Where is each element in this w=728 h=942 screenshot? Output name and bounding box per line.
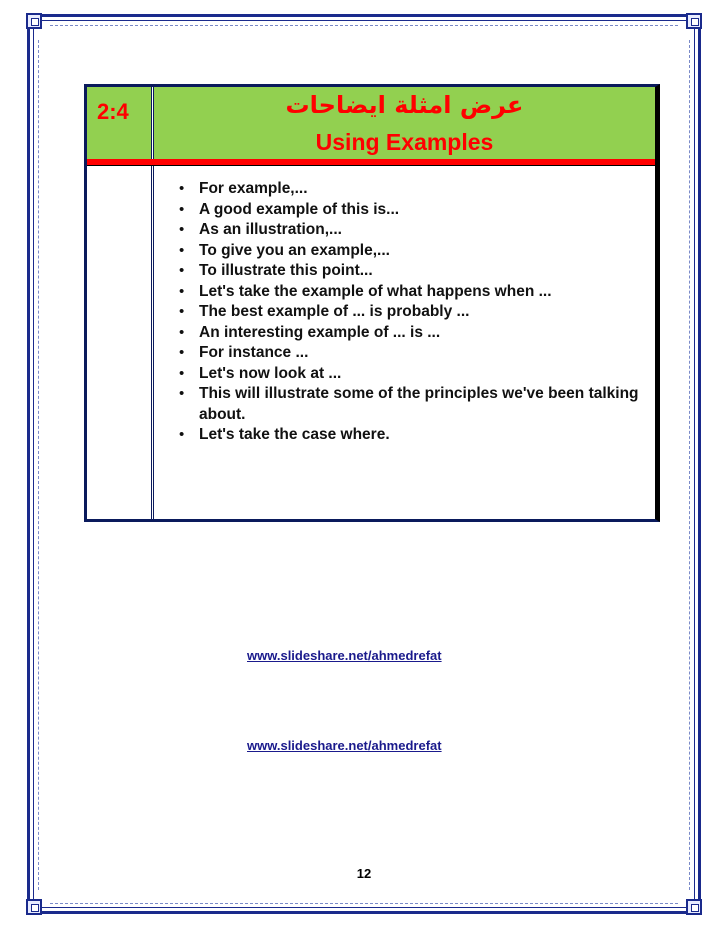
list-item-text: To illustrate this point...	[199, 262, 373, 279]
list-item	[179, 179, 649, 200]
section-title-english: Using Examples	[315, 129, 494, 155]
bullet-icon: •	[179, 364, 185, 382]
page-border-dash-right	[689, 40, 691, 890]
page-border-dash-top	[50, 25, 678, 27]
bullet-icon: •	[179, 282, 185, 300]
bullet-icon: •	[179, 426, 185, 443]
list-item	[179, 241, 649, 262]
section-number-cell	[87, 87, 151, 159]
page-border-dash-bottom	[50, 903, 678, 905]
bullet-icon: •	[179, 385, 185, 402]
list-item-text: This will illustrate some of the principles we've been talking about.	[199, 385, 639, 423]
list-item-text: Let's now look at ...	[199, 364, 342, 382]
list-item	[179, 384, 649, 425]
corner-ornament-icon	[686, 13, 702, 29]
list-item	[179, 220, 649, 241]
bullet-icon: •	[179, 200, 185, 218]
list-item	[179, 200, 649, 221]
list-item	[179, 261, 649, 282]
slideshare-link[interactable]: www.slideshare.net/ahmedrefat	[247, 738, 442, 753]
list-item-text: As an illustration,...	[199, 221, 342, 238]
corner-ornament-icon	[686, 899, 702, 915]
bullet-icon: •	[179, 180, 185, 197]
bullet-icon: •	[179, 303, 185, 320]
list-item	[179, 425, 649, 446]
content-table	[84, 84, 660, 522]
list-item-text: Let's take the example of what happens when ...	[199, 282, 552, 300]
list-item	[179, 364, 649, 385]
section-number: 2:4	[97, 99, 129, 124]
examples-list	[179, 179, 649, 446]
list-item	[179, 343, 649, 364]
section-header	[154, 87, 655, 159]
section-title-arabic: عرض امثلة ايضاحات	[285, 91, 524, 119]
bullet-icon: •	[179, 221, 185, 238]
bullet-icon: •	[179, 344, 185, 361]
list-item-text: The best example of ... is probably ...	[199, 303, 470, 320]
page-number: 12	[356, 866, 372, 881]
list-item	[179, 282, 649, 303]
list-item	[179, 323, 649, 344]
bullet-icon: •	[179, 241, 185, 259]
bullet-icon: •	[179, 323, 185, 341]
section-number-column	[87, 87, 154, 519]
list-item-text: Let's take the case where.	[199, 426, 390, 443]
slideshare-link[interactable]: www.slideshare.net/ahmedrefat	[247, 648, 442, 663]
list-item-text: For instance ...	[199, 344, 309, 361]
header-divider	[87, 159, 655, 166]
list-item-text: A good example of this is...	[199, 200, 400, 218]
page-border-dash-left	[38, 40, 40, 890]
bullet-icon: •	[179, 262, 185, 279]
list-item	[179, 302, 649, 323]
corner-ornament-icon	[26, 13, 42, 29]
list-item-text: To give you an example,...	[199, 241, 390, 259]
list-item-text: For example,...	[199, 180, 308, 197]
corner-ornament-icon	[26, 899, 42, 915]
list-item-text: An interesting example of ... is ...	[199, 323, 441, 341]
